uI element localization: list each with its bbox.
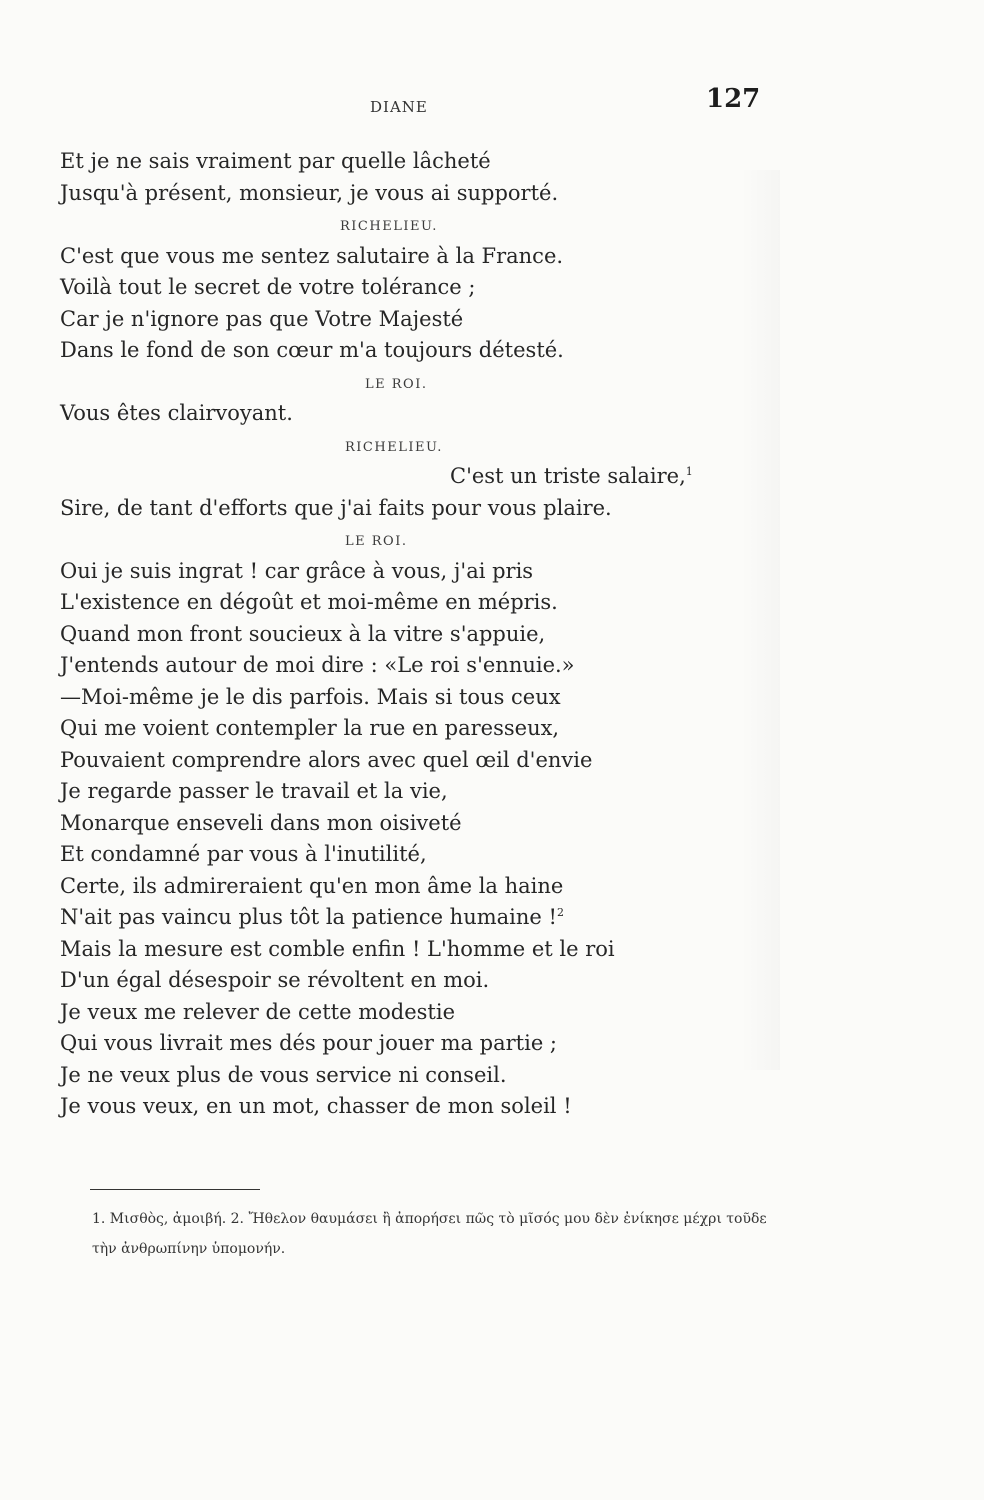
verse-line: Jusqu'à présent, monsieur, je vous ai supporté. xyxy=(60,180,559,205)
verse-line: Dans le fond de son cœur m'a toujours détesté. xyxy=(60,338,564,362)
verse-line: Certe, ils admireraient qu'en mon âme la haine xyxy=(60,873,564,898)
footnote-line: 1. Μισθὸς, ἀμοιβή. 2. Ἤθελον θαυμάσει ἢ ἀπορήσει πῶς τὸ μῖσός μου δὲν ἐνίκησε μέχρι τοῦδε xyxy=(92,1211,767,1227)
speaker-name-richelieu: RICHELIEU. xyxy=(340,219,438,234)
verse-line: Je ne veux plus de vous service ni conseil. xyxy=(60,1062,507,1087)
verse-line: L'existence en dégoût et moi-même en mépris. xyxy=(60,590,558,614)
verse-line: Mais la mesure est comble enfin ! L'homme et le roi xyxy=(60,936,615,961)
footnote-marker: 2 xyxy=(556,906,564,919)
verse-line: Et je ne sais vraiment par quelle lâcheté xyxy=(60,149,491,173)
verse-line: Quand mon front soucieux à la vitre s'appuie, xyxy=(60,621,546,646)
verse-line: Pouvaient comprendre alors avec quel œil d'envie xyxy=(60,747,593,772)
footnote-separator xyxy=(90,1189,260,1190)
verse-line: Car je n'ignore pas que Votre Majesté xyxy=(60,306,464,331)
verse-line: —Moi-même je le dis parfois. Mais si tous ceux xyxy=(60,684,561,709)
footnotes xyxy=(92,1204,812,1264)
footnote-marker: 1 xyxy=(685,465,693,478)
verse-line: Qui me voient contempler la rue en paresseux, xyxy=(60,716,560,740)
footnote-line: τὴν ἀνθρωπίνην ὑπομονήν. xyxy=(92,1241,286,1257)
verse-line: D'un égal désespoir se révoltent en moi. xyxy=(60,968,490,992)
verse-line-text: C'est un triste salaire, xyxy=(450,464,686,488)
verse-line: Voilà tout le secret de votre tolérance ; xyxy=(60,275,476,299)
verse-line: Monarque enseveli dans mon oisiveté xyxy=(60,810,462,835)
verse-line-text: N'ait pas vaincu plus tôt la patience humaine ! xyxy=(60,905,557,929)
verse-line: Je vous veux, en un mot, chasser de mon soleil ! xyxy=(60,1094,572,1118)
running-header-title: DIANE xyxy=(370,98,428,116)
page-number: 127 xyxy=(706,84,761,114)
verse-text xyxy=(60,146,760,1123)
verse-line: Je regarde passer le travail et la vie, xyxy=(60,779,448,803)
verse-line xyxy=(60,902,760,934)
verse-line: Qui vous livrait mes dés pour jouer ma partie ; xyxy=(60,1031,558,1055)
verse-line: Sire, de tant d'efforts que j'ai faits pour vous plaire. xyxy=(60,495,612,520)
verse-line: J'entends autour de moi dire : «Le roi s'ennuie.» xyxy=(60,653,575,677)
verse-line: C'est que vous me sentez salutaire à la France. xyxy=(60,243,564,268)
speaker-name-le-roi: LE ROI. xyxy=(365,376,428,392)
verse-line: Oui je suis ingrat ! car grâce à vous, j'ai pris xyxy=(60,558,534,583)
verse-line: Vous êtes clairvoyant. xyxy=(60,401,293,425)
verse-line: Et condamné par vous à l'inutilité, xyxy=(60,842,427,866)
speaker-name-richelieu: RICHELIEU. xyxy=(345,439,443,455)
verse-line: Je veux me relever de cette modestie xyxy=(60,999,455,1024)
verse-line-indented xyxy=(60,461,760,493)
speaker-name-le-roi: LE ROI. xyxy=(345,534,408,549)
